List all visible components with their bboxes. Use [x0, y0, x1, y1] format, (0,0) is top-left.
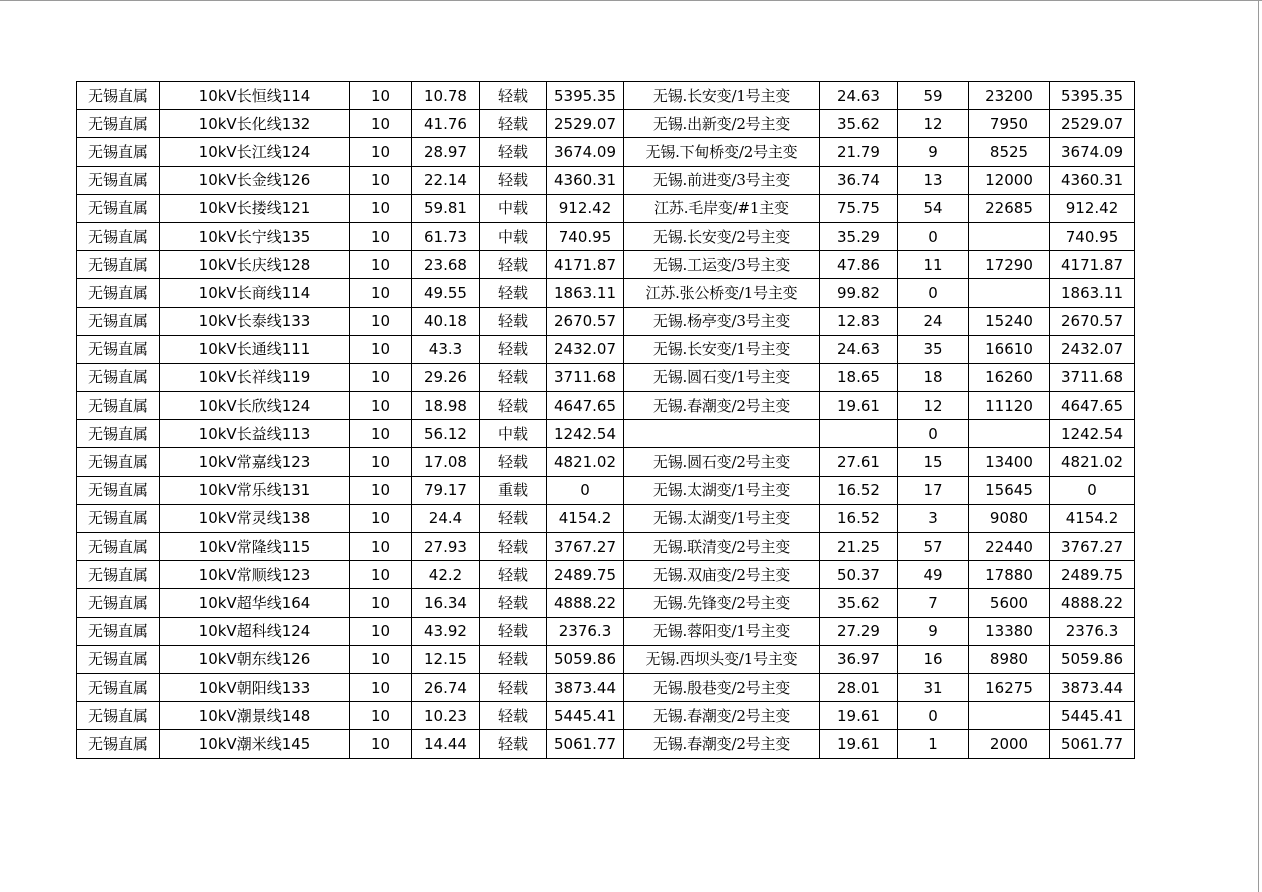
load-status-cell: 轻载	[480, 504, 547, 532]
substation-transformer-cell: 无锡.西坝头变/1号主变	[624, 645, 820, 673]
voltage-cell: 10	[350, 335, 412, 363]
user-count-cell: 54	[898, 194, 969, 222]
voltage-cell: 10	[350, 251, 412, 279]
capacity-cell: 4171.87	[547, 251, 624, 279]
feeder-name-cell: 10kV长化线132	[160, 110, 350, 138]
user-capacity-cell: 16260	[969, 363, 1050, 391]
load-status-cell: 轻载	[480, 730, 547, 758]
load-status-cell: 轻载	[480, 279, 547, 307]
user-count-cell: 35	[898, 335, 969, 363]
available-capacity-cell: 4888.22	[1050, 589, 1135, 617]
user-capacity-cell: 13380	[969, 617, 1050, 645]
region-cell: 无锡直属	[77, 279, 160, 307]
region-cell: 无锡直属	[77, 589, 160, 617]
user-capacity-cell: 5600	[969, 589, 1050, 617]
table-row	[77, 335, 1135, 363]
substation-transformer-cell: 无锡.出新变/2号主变	[624, 110, 820, 138]
user-capacity-cell	[969, 279, 1050, 307]
available-capacity-cell: 4647.65	[1050, 392, 1135, 420]
available-capacity-cell: 4821.02	[1050, 448, 1135, 476]
user-capacity-cell: 12000	[969, 166, 1050, 194]
load-status-cell: 轻载	[480, 589, 547, 617]
user-capacity-cell	[969, 702, 1050, 730]
feeder-name-cell: 10kV朝阳线133	[160, 673, 350, 701]
substation-transformer-cell: 无锡.圆石变/2号主变	[624, 448, 820, 476]
user-count-cell: 15	[898, 448, 969, 476]
voltage-cell: 10	[350, 363, 412, 391]
user-capacity-cell: 7950	[969, 110, 1050, 138]
feeder-name-cell: 10kV常顺线123	[160, 561, 350, 589]
region-cell: 无锡直属	[77, 82, 160, 110]
feeder-name-cell: 10kV超华线164	[160, 589, 350, 617]
substation-transformer-cell: 无锡.春潮变/2号主变	[624, 730, 820, 758]
load-rate-cell: 79.17	[412, 476, 480, 504]
voltage-cell: 10	[350, 730, 412, 758]
user-capacity-cell	[969, 222, 1050, 250]
load-rate-cell: 14.44	[412, 730, 480, 758]
user-count-cell: 18	[898, 363, 969, 391]
available-capacity-cell: 3674.09	[1050, 138, 1135, 166]
substation-transformer-cell: 无锡.双庙变/2号主变	[624, 561, 820, 589]
user-capacity-cell: 23200	[969, 82, 1050, 110]
substation-transformer-cell: 无锡.长安变/1号主变	[624, 82, 820, 110]
load-status-cell: 轻载	[480, 392, 547, 420]
user-count-cell: 0	[898, 420, 969, 448]
transformer-load-rate-cell: 21.25	[820, 533, 898, 561]
capacity-cell: 3674.09	[547, 138, 624, 166]
available-capacity-cell: 5395.35	[1050, 82, 1135, 110]
available-capacity-cell: 2670.57	[1050, 307, 1135, 335]
capacity-cell: 4821.02	[547, 448, 624, 476]
capacity-cell: 740.95	[547, 222, 624, 250]
table-row	[77, 222, 1135, 250]
table-row	[77, 645, 1135, 673]
user-count-cell: 31	[898, 673, 969, 701]
load-status-cell: 轻载	[480, 533, 547, 561]
available-capacity-cell: 2432.07	[1050, 335, 1135, 363]
table-row	[77, 476, 1135, 504]
load-status-cell: 轻载	[480, 251, 547, 279]
table-row	[77, 138, 1135, 166]
feeder-name-cell: 10kV超科线124	[160, 617, 350, 645]
feeder-name-cell: 10kV常乐线131	[160, 476, 350, 504]
table-row	[77, 561, 1135, 589]
available-capacity-cell: 1863.11	[1050, 279, 1135, 307]
substation-transformer-cell: 无锡.太湖变/1号主变	[624, 504, 820, 532]
transformer-load-rate-cell: 16.52	[820, 504, 898, 532]
voltage-cell: 10	[350, 589, 412, 617]
load-status-cell: 轻载	[480, 138, 547, 166]
capacity-cell: 5445.41	[547, 702, 624, 730]
load-rate-cell: 18.98	[412, 392, 480, 420]
user-capacity-cell: 8980	[969, 645, 1050, 673]
capacity-cell: 4154.2	[547, 504, 624, 532]
capacity-cell: 4647.65	[547, 392, 624, 420]
user-count-cell: 0	[898, 222, 969, 250]
substation-transformer-cell: 无锡.长安变/1号主变	[624, 335, 820, 363]
user-count-cell: 9	[898, 138, 969, 166]
user-count-cell: 11	[898, 251, 969, 279]
load-status-cell: 轻载	[480, 110, 547, 138]
user-count-cell: 9	[898, 617, 969, 645]
load-rate-cell: 10.78	[412, 82, 480, 110]
available-capacity-cell: 2376.3	[1050, 617, 1135, 645]
transformer-load-rate-cell: 50.37	[820, 561, 898, 589]
feeder-name-cell: 10kV常隆线115	[160, 533, 350, 561]
user-capacity-cell: 13400	[969, 448, 1050, 476]
table-body	[77, 82, 1135, 759]
load-rate-cell: 41.76	[412, 110, 480, 138]
load-status-cell: 轻载	[480, 617, 547, 645]
transformer-load-rate-cell: 19.61	[820, 392, 898, 420]
substation-transformer-cell: 无锡.长安变/2号主变	[624, 222, 820, 250]
substation-transformer-cell: 无锡.前进变/3号主变	[624, 166, 820, 194]
available-capacity-cell: 0	[1050, 476, 1135, 504]
available-capacity-cell: 2489.75	[1050, 561, 1135, 589]
transformer-load-rate-cell: 24.63	[820, 335, 898, 363]
table-row	[77, 251, 1135, 279]
capacity-cell: 5059.86	[547, 645, 624, 673]
table-row	[77, 589, 1135, 617]
region-cell: 无锡直属	[77, 392, 160, 420]
voltage-cell: 10	[350, 476, 412, 504]
voltage-cell: 10	[350, 138, 412, 166]
load-status-cell: 轻载	[480, 448, 547, 476]
voltage-cell: 10	[350, 673, 412, 701]
user-capacity-cell: 9080	[969, 504, 1050, 532]
transformer-load-rate-cell: 27.29	[820, 617, 898, 645]
table-row	[77, 730, 1135, 758]
region-cell: 无锡直属	[77, 110, 160, 138]
substation-transformer-cell: 无锡.太湖变/1号主变	[624, 476, 820, 504]
user-capacity-cell	[969, 420, 1050, 448]
available-capacity-cell: 2529.07	[1050, 110, 1135, 138]
capacity-cell: 5395.35	[547, 82, 624, 110]
region-cell: 无锡直属	[77, 448, 160, 476]
user-count-cell: 57	[898, 533, 969, 561]
transformer-load-rate-cell: 18.65	[820, 363, 898, 391]
load-rate-cell: 43.92	[412, 617, 480, 645]
voltage-cell: 10	[350, 222, 412, 250]
load-status-cell: 轻载	[480, 673, 547, 701]
region-cell: 无锡直属	[77, 194, 160, 222]
capacity-cell: 912.42	[547, 194, 624, 222]
feeder-name-cell: 10kV朝东线126	[160, 645, 350, 673]
available-capacity-cell: 4154.2	[1050, 504, 1135, 532]
load-rate-cell: 59.81	[412, 194, 480, 222]
transformer-load-rate-cell: 24.63	[820, 82, 898, 110]
table-row	[77, 420, 1135, 448]
load-rate-cell: 26.74	[412, 673, 480, 701]
load-status-cell: 中载	[480, 194, 547, 222]
capacity-cell: 2376.3	[547, 617, 624, 645]
region-cell: 无锡直属	[77, 730, 160, 758]
voltage-cell: 10	[350, 82, 412, 110]
feeder-load-table	[76, 81, 1135, 759]
load-rate-cell: 17.08	[412, 448, 480, 476]
substation-transformer-cell: 无锡.工运变/3号主变	[624, 251, 820, 279]
region-cell: 无锡直属	[77, 138, 160, 166]
voltage-cell: 10	[350, 194, 412, 222]
capacity-cell: 2489.75	[547, 561, 624, 589]
feeder-name-cell: 10kV长通线111	[160, 335, 350, 363]
load-rate-cell: 40.18	[412, 307, 480, 335]
substation-transformer-cell: 无锡.春潮变/2号主变	[624, 702, 820, 730]
table-row	[77, 166, 1135, 194]
substation-transformer-cell	[624, 420, 820, 448]
user-capacity-cell: 16610	[969, 335, 1050, 363]
load-rate-cell: 43.3	[412, 335, 480, 363]
capacity-cell: 0	[547, 476, 624, 504]
region-cell: 无锡直属	[77, 222, 160, 250]
region-cell: 无锡直属	[77, 617, 160, 645]
available-capacity-cell: 740.95	[1050, 222, 1135, 250]
available-capacity-cell: 3711.68	[1050, 363, 1135, 391]
transformer-load-rate-cell: 35.62	[820, 589, 898, 617]
available-capacity-cell: 4360.31	[1050, 166, 1135, 194]
transformer-load-rate-cell: 75.75	[820, 194, 898, 222]
feeder-name-cell: 10kV常灵线138	[160, 504, 350, 532]
user-capacity-cell: 16275	[969, 673, 1050, 701]
feeder-name-cell: 10kV长搂线121	[160, 194, 350, 222]
available-capacity-cell: 3873.44	[1050, 673, 1135, 701]
table-row	[77, 504, 1135, 532]
transformer-load-rate-cell: 27.61	[820, 448, 898, 476]
load-rate-cell: 24.4	[412, 504, 480, 532]
region-cell: 无锡直属	[77, 251, 160, 279]
feeder-name-cell: 10kV长商线114	[160, 279, 350, 307]
transformer-load-rate-cell: 19.61	[820, 702, 898, 730]
region-cell: 无锡直属	[77, 504, 160, 532]
capacity-cell: 3873.44	[547, 673, 624, 701]
table-row	[77, 617, 1135, 645]
voltage-cell: 10	[350, 448, 412, 476]
voltage-cell: 10	[350, 645, 412, 673]
transformer-load-rate-cell: 16.52	[820, 476, 898, 504]
user-capacity-cell: 17290	[969, 251, 1050, 279]
region-cell: 无锡直属	[77, 476, 160, 504]
voltage-cell: 10	[350, 702, 412, 730]
feeder-name-cell: 10kV长祥线119	[160, 363, 350, 391]
load-rate-cell: 27.93	[412, 533, 480, 561]
feeder-name-cell: 10kV潮米线145	[160, 730, 350, 758]
user-count-cell: 17	[898, 476, 969, 504]
available-capacity-cell: 1242.54	[1050, 420, 1135, 448]
user-count-cell: 59	[898, 82, 969, 110]
load-rate-cell: 56.12	[412, 420, 480, 448]
substation-transformer-cell: 江苏.毛岸变/#1主变	[624, 194, 820, 222]
substation-transformer-cell: 无锡.圆石变/1号主变	[624, 363, 820, 391]
load-status-cell: 轻载	[480, 335, 547, 363]
table-row	[77, 307, 1135, 335]
region-cell: 无锡直属	[77, 420, 160, 448]
substation-transformer-cell: 无锡.下甸桥变/2号主变	[624, 138, 820, 166]
load-status-cell: 重载	[480, 476, 547, 504]
transformer-load-rate-cell: 36.97	[820, 645, 898, 673]
capacity-cell: 2670.57	[547, 307, 624, 335]
capacity-cell: 4888.22	[547, 589, 624, 617]
voltage-cell: 10	[350, 307, 412, 335]
page-top-border	[0, 0, 1262, 1]
table-row	[77, 392, 1135, 420]
user-capacity-cell: 22685	[969, 194, 1050, 222]
available-capacity-cell: 3767.27	[1050, 533, 1135, 561]
region-cell: 无锡直属	[77, 166, 160, 194]
region-cell: 无锡直属	[77, 702, 160, 730]
substation-transformer-cell: 江苏.张公桥变/1号主变	[624, 279, 820, 307]
feeder-name-cell: 10kV长江线124	[160, 138, 350, 166]
table-row	[77, 363, 1135, 391]
user-capacity-cell: 11120	[969, 392, 1050, 420]
capacity-cell: 2432.07	[547, 335, 624, 363]
user-count-cell: 7	[898, 589, 969, 617]
region-cell: 无锡直属	[77, 645, 160, 673]
region-cell: 无锡直属	[77, 533, 160, 561]
user-count-cell: 0	[898, 279, 969, 307]
user-count-cell: 24	[898, 307, 969, 335]
capacity-cell: 3711.68	[547, 363, 624, 391]
transformer-load-rate-cell: 99.82	[820, 279, 898, 307]
substation-transformer-cell: 无锡.殷巷变/2号主变	[624, 673, 820, 701]
feeder-name-cell: 10kV长泰线133	[160, 307, 350, 335]
transformer-load-rate-cell: 35.62	[820, 110, 898, 138]
user-count-cell: 49	[898, 561, 969, 589]
user-capacity-cell: 17880	[969, 561, 1050, 589]
load-rate-cell: 16.34	[412, 589, 480, 617]
substation-transformer-cell: 无锡.先锋变/2号主变	[624, 589, 820, 617]
substation-transformer-cell: 无锡.春潮变/2号主变	[624, 392, 820, 420]
feeder-name-cell: 10kV潮景线148	[160, 702, 350, 730]
capacity-cell: 5061.77	[547, 730, 624, 758]
load-status-cell: 中载	[480, 420, 547, 448]
available-capacity-cell: 4171.87	[1050, 251, 1135, 279]
page-right-border	[1258, 0, 1259, 892]
load-status-cell: 轻载	[480, 82, 547, 110]
capacity-cell: 1242.54	[547, 420, 624, 448]
table-row	[77, 533, 1135, 561]
user-count-cell: 3	[898, 504, 969, 532]
available-capacity-cell: 912.42	[1050, 194, 1135, 222]
load-status-cell: 轻载	[480, 166, 547, 194]
region-cell: 无锡直属	[77, 363, 160, 391]
user-count-cell: 1	[898, 730, 969, 758]
feeder-name-cell: 10kV长金线126	[160, 166, 350, 194]
table-row	[77, 110, 1135, 138]
table-row	[77, 82, 1135, 110]
load-rate-cell: 28.97	[412, 138, 480, 166]
transformer-load-rate-cell: 19.61	[820, 730, 898, 758]
load-status-cell: 轻载	[480, 702, 547, 730]
load-rate-cell: 12.15	[412, 645, 480, 673]
transformer-load-rate-cell: 36.74	[820, 166, 898, 194]
voltage-cell: 10	[350, 279, 412, 307]
available-capacity-cell: 5445.41	[1050, 702, 1135, 730]
transformer-load-rate-cell: 28.01	[820, 673, 898, 701]
region-cell: 无锡直属	[77, 335, 160, 363]
load-rate-cell: 23.68	[412, 251, 480, 279]
user-capacity-cell: 2000	[969, 730, 1050, 758]
transformer-load-rate-cell: 21.79	[820, 138, 898, 166]
load-rate-cell: 29.26	[412, 363, 480, 391]
user-count-cell: 12	[898, 110, 969, 138]
substation-transformer-cell: 无锡.杨亭变/3号主变	[624, 307, 820, 335]
feeder-name-cell: 10kV长庆线128	[160, 251, 350, 279]
load-status-cell: 中载	[480, 222, 547, 250]
load-rate-cell: 42.2	[412, 561, 480, 589]
load-rate-cell: 49.55	[412, 279, 480, 307]
load-status-cell: 轻载	[480, 561, 547, 589]
load-rate-cell: 61.73	[412, 222, 480, 250]
region-cell: 无锡直属	[77, 307, 160, 335]
feeder-name-cell: 10kV长益线113	[160, 420, 350, 448]
available-capacity-cell: 5061.77	[1050, 730, 1135, 758]
load-rate-cell: 22.14	[412, 166, 480, 194]
capacity-cell: 4360.31	[547, 166, 624, 194]
voltage-cell: 10	[350, 504, 412, 532]
table-row	[77, 279, 1135, 307]
region-cell: 无锡直属	[77, 673, 160, 701]
substation-transformer-cell: 无锡.联清变/2号主变	[624, 533, 820, 561]
user-count-cell: 13	[898, 166, 969, 194]
table-row	[77, 673, 1135, 701]
voltage-cell: 10	[350, 420, 412, 448]
region-cell: 无锡直属	[77, 561, 160, 589]
user-capacity-cell: 15645	[969, 476, 1050, 504]
table-row	[77, 448, 1135, 476]
user-capacity-cell: 15240	[969, 307, 1050, 335]
voltage-cell: 10	[350, 110, 412, 138]
transformer-load-rate-cell: 47.86	[820, 251, 898, 279]
substation-transformer-cell: 无锡.蓉阳变/1号主变	[624, 617, 820, 645]
feeder-name-cell: 10kV常嘉线123	[160, 448, 350, 476]
user-capacity-cell: 8525	[969, 138, 1050, 166]
user-count-cell: 0	[898, 702, 969, 730]
table-row	[77, 194, 1135, 222]
voltage-cell: 10	[350, 617, 412, 645]
user-count-cell: 16	[898, 645, 969, 673]
transformer-load-rate-cell: 35.29	[820, 222, 898, 250]
transformer-load-rate-cell: 12.83	[820, 307, 898, 335]
table-row	[77, 702, 1135, 730]
load-rate-cell: 10.23	[412, 702, 480, 730]
available-capacity-cell: 5059.86	[1050, 645, 1135, 673]
voltage-cell: 10	[350, 166, 412, 194]
user-capacity-cell: 22440	[969, 533, 1050, 561]
capacity-cell: 3767.27	[547, 533, 624, 561]
capacity-cell: 2529.07	[547, 110, 624, 138]
voltage-cell: 10	[350, 392, 412, 420]
load-status-cell: 轻载	[480, 645, 547, 673]
user-count-cell: 12	[898, 392, 969, 420]
feeder-name-cell: 10kV长宁线135	[160, 222, 350, 250]
voltage-cell: 10	[350, 561, 412, 589]
load-status-cell: 轻载	[480, 307, 547, 335]
load-status-cell: 轻载	[480, 363, 547, 391]
transformer-load-rate-cell	[820, 420, 898, 448]
voltage-cell: 10	[350, 533, 412, 561]
capacity-cell: 1863.11	[547, 279, 624, 307]
feeder-name-cell: 10kV长恒线114	[160, 82, 350, 110]
feeder-name-cell: 10kV长欣线124	[160, 392, 350, 420]
